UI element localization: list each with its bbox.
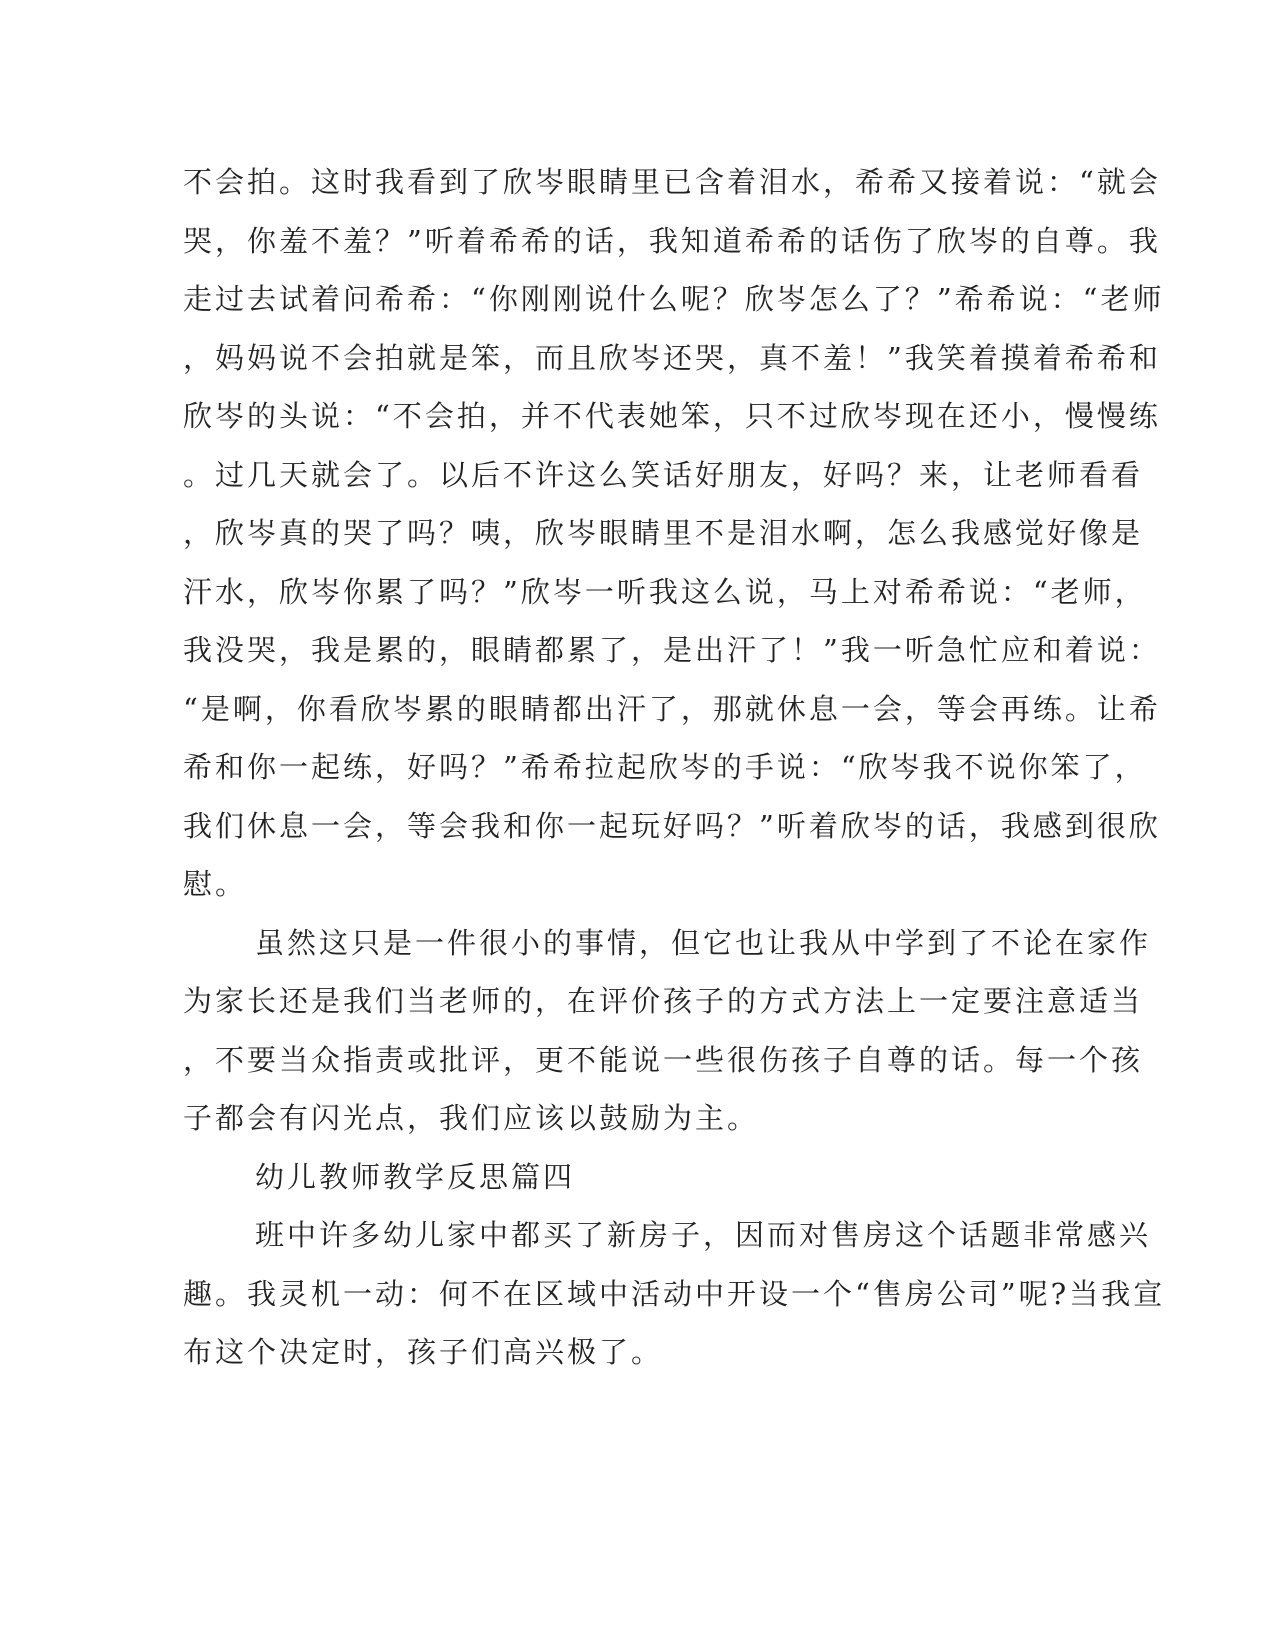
- paragraph-first-line: 虽然这只是一件很小的事情，但它也让我从中学到了不论在家作: [255, 926, 1152, 960]
- paragraph-first-line: 班中许多幼儿家中都买了新房子，因而对售房这个话题非常感兴: [255, 1218, 1152, 1252]
- text-line: 子都会有闪光点，我们应该以鼓励为主。: [183, 1101, 760, 1135]
- text-line: 我没哭，我是累的，眼睛都累了，是出汗了！”我一听急忙应和着说：: [183, 633, 1161, 667]
- text-line: 布这个决定时，孩子们高兴极了。: [183, 1335, 664, 1369]
- text-line: 欣岑的头说：“不会拍，并不代表她笨，只不过欣岑现在还小，慢慢练: [183, 399, 1161, 433]
- text-line: 趣。我灵机一动：何不在区域中活动中开设一个“售房公司”呢?当我宣: [183, 1277, 1166, 1311]
- text-line: “是啊，你看欣岑累的眼睛都出汗了，那就休息一会，等会再练。让希: [183, 692, 1161, 726]
- text-line: 哭，你羞不羞？”听着希希的话，我知道希希的话伤了欣岑的自尊。我: [183, 224, 1161, 258]
- text-line: 走过去试着问希希：“你刚刚说什么呢？欣岑怎么了？”希希说：“老师: [183, 282, 1165, 316]
- section-heading: 幼儿教师教学反思篇四: [255, 1160, 576, 1194]
- text-line: 我们休息一会，等会我和你一起玩好吗？”听着欣岑的话，我感到很欣: [183, 809, 1161, 843]
- text-line: ，不要当众指责或批评，更不能说一些很伤孩子自尊的话。每一个孩: [183, 1043, 1144, 1077]
- text-line: 。过几天就会了。以后不许这么笑话好朋友，好吗？来，让老师看看: [183, 458, 1144, 492]
- text-line: ，妈妈说不会拍就是笨，而且欣岑还哭，真不羞！”我笑着摸着希希和: [183, 341, 1161, 375]
- text-line: 汗水，欣岑你累了吗？”欣岑一听我这么说，马上对希希说：“老师，: [183, 575, 1147, 609]
- text-line: 为家长还是我们当老师的，在评价孩子的方式方法上一定要注意适当: [183, 984, 1144, 1018]
- text-line: 希和你一起练，好吗？”希希拉起欣岑的手说：“欣岑我不说你笨了，: [183, 750, 1147, 784]
- text-line: 慰。: [183, 867, 248, 901]
- text-line: ，欣岑真的哭了吗？咦，欣岑眼睛里不是泪水啊，怎么我感觉好像是: [183, 516, 1144, 550]
- text-line: 不会拍。这时我看到了欣岑眼睛里已含着泪水，希希又接着说：“就会: [183, 165, 1161, 199]
